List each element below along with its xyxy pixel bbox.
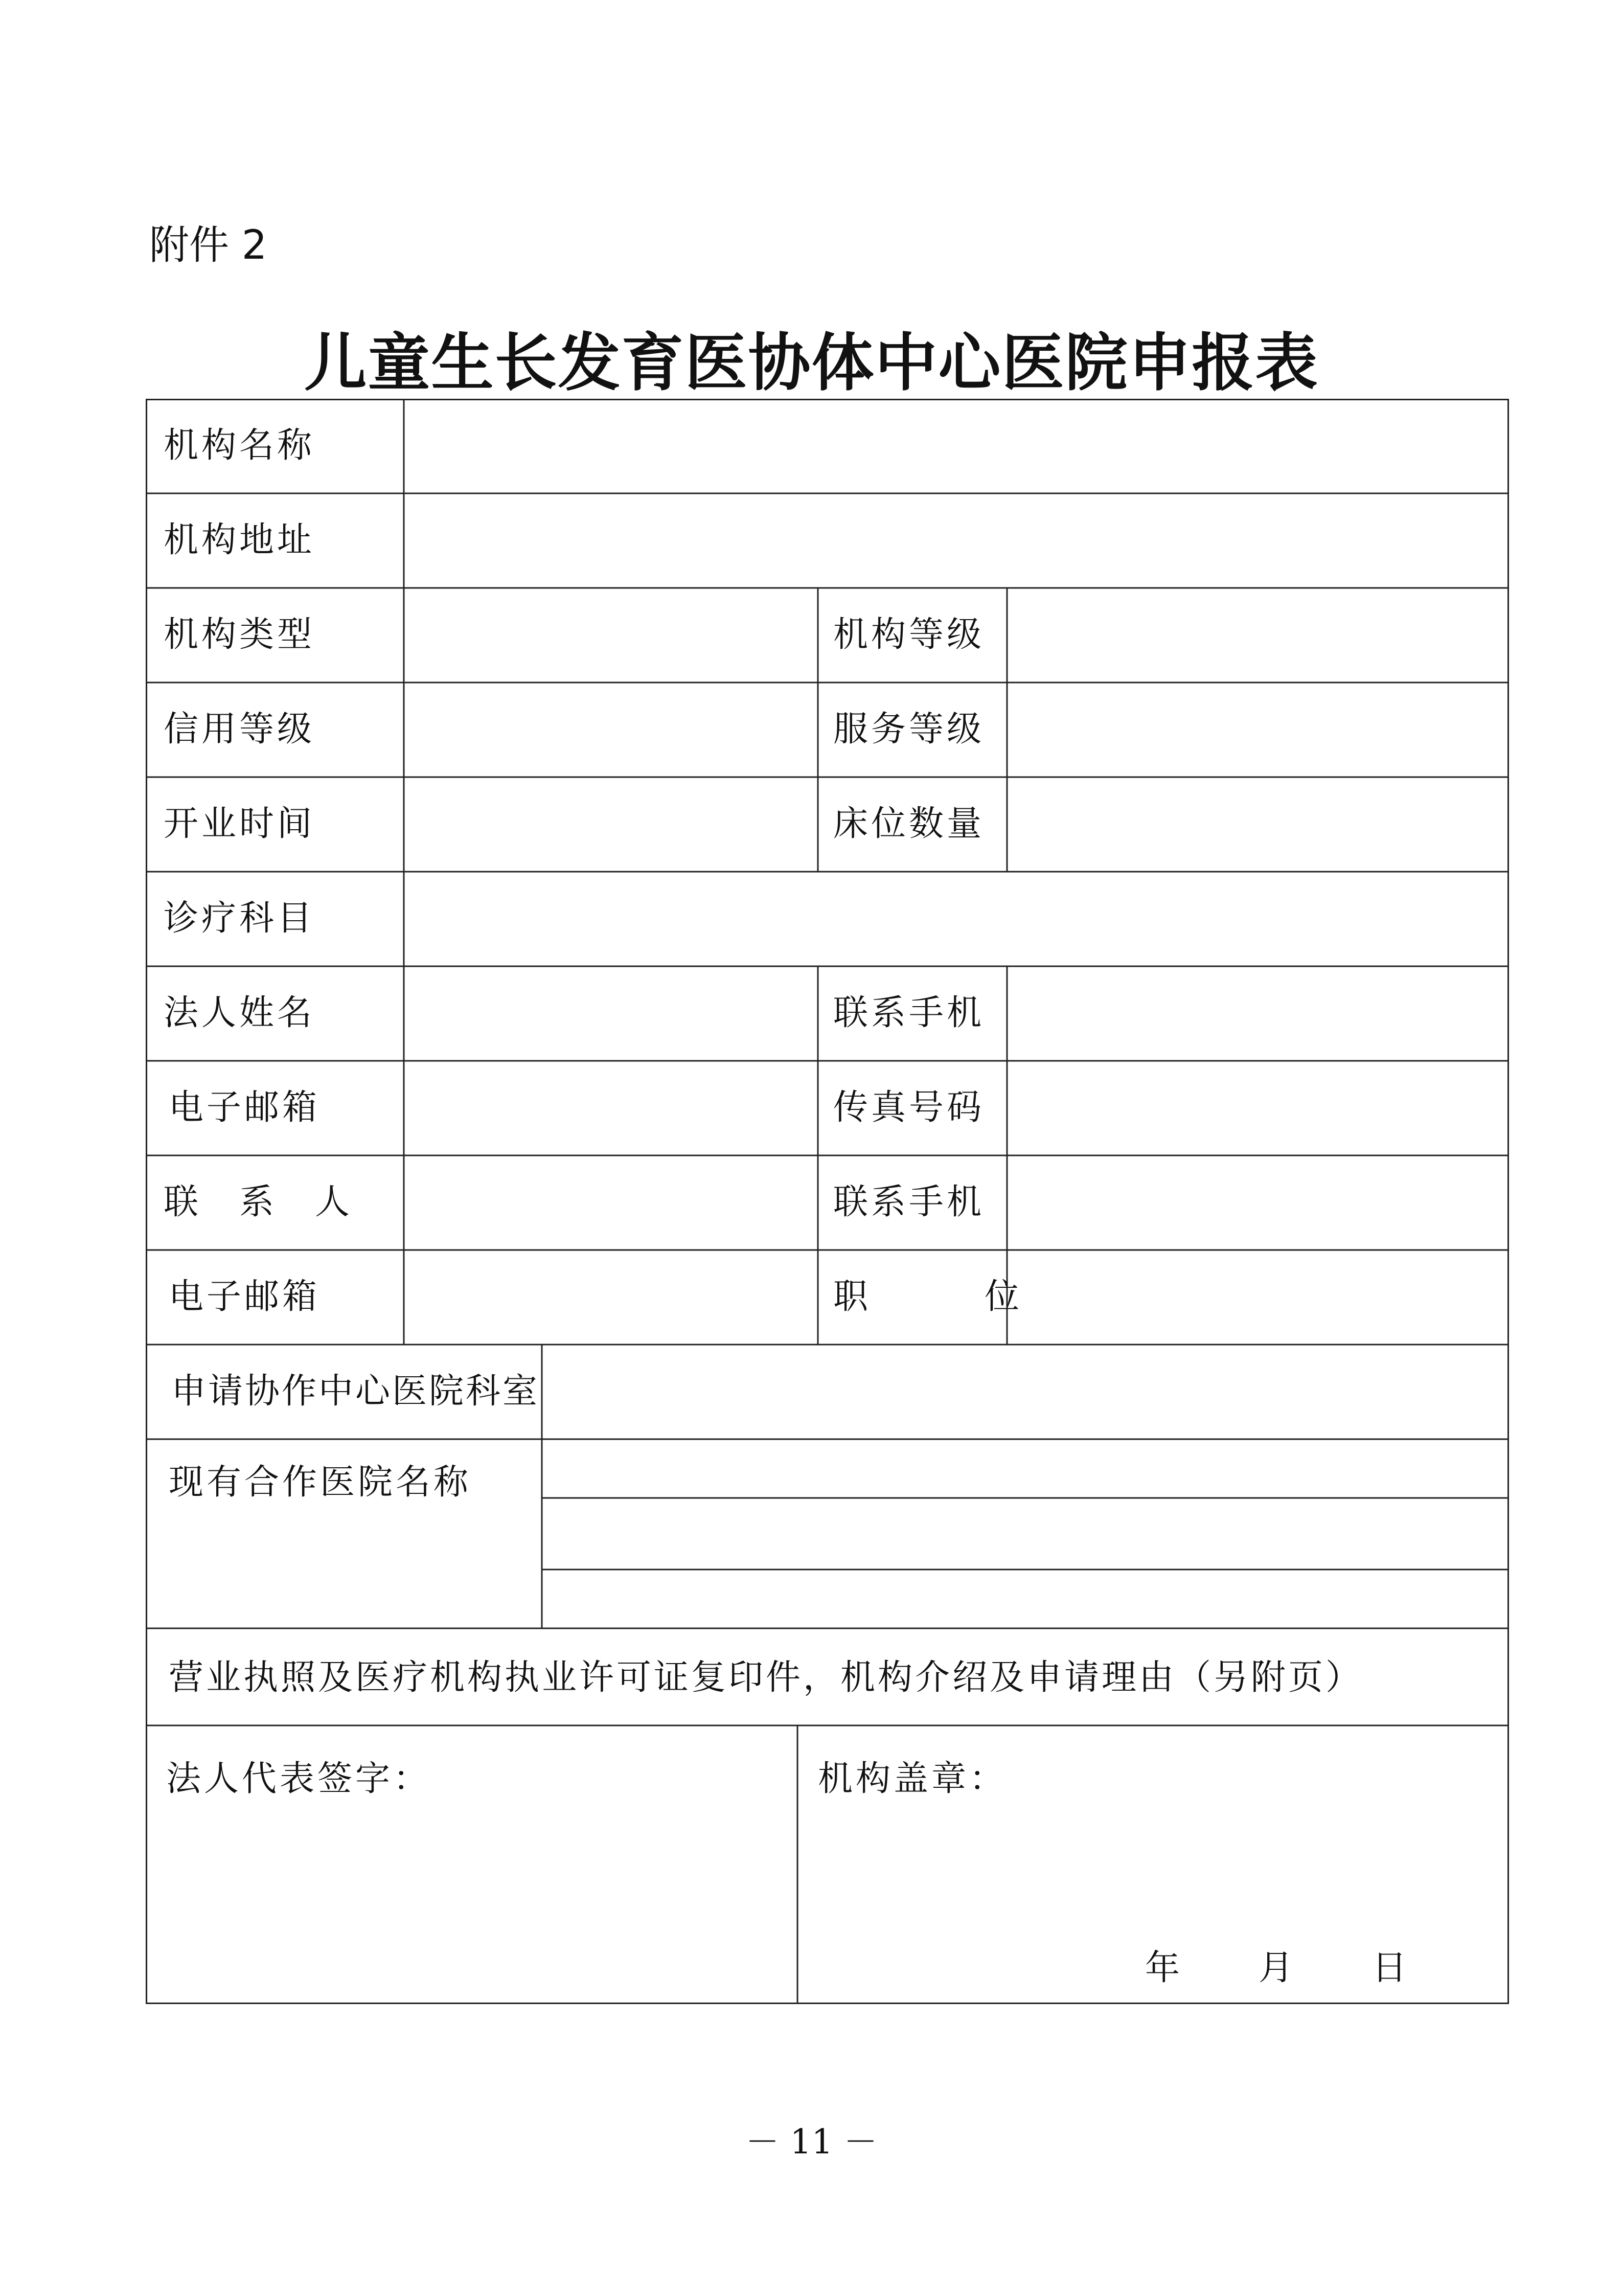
position-label: 职 位 <box>833 1277 1023 1317</box>
legal-phone-label: 联系手机 <box>833 993 985 1033</box>
credit-level-field[interactable] <box>406 685 815 775</box>
legal-name-field[interactable] <box>406 969 815 1058</box>
form-title: 儿童生长发育医协体中心医院申报表 <box>304 327 1319 399</box>
contact-field[interactable] <box>406 1158 815 1247</box>
legal-email-field[interactable] <box>406 1063 815 1153</box>
org-level-label: 机构等级 <box>833 615 985 655</box>
departments-field[interactable] <box>406 874 1505 964</box>
contact-email-field[interactable] <box>406 1253 815 1342</box>
attachments-note: 营业执照及医疗机构执业许可证复印件，机构介绍及申请理由（另附页） <box>169 1657 1363 1698</box>
org-address-field[interactable] <box>406 496 1505 585</box>
partner-hospital-field-3[interactable] <box>544 1572 1505 1626</box>
contact-label: 联 系 人 <box>164 1182 353 1222</box>
legal-email-label: 电子邮箱 <box>169 1087 321 1128</box>
attachment-label: 附件 2 <box>149 222 267 268</box>
opening-time-label: 开业时间 <box>164 804 315 844</box>
org-level-field[interactable] <box>1010 590 1505 680</box>
apply-department-field[interactable] <box>544 1347 1505 1437</box>
org-type-field[interactable] <box>406 590 815 680</box>
partner-hospital-field-2[interactable] <box>544 1501 1505 1567</box>
contact-phone-field[interactable] <box>1010 1158 1505 1247</box>
position-field[interactable] <box>1010 1253 1505 1342</box>
legal-name-label: 法人姓名 <box>164 993 315 1033</box>
legal-phone-field[interactable] <box>1010 969 1505 1058</box>
contact-email-label: 电子邮箱 <box>169 1277 321 1317</box>
bed-count-label: 床位数量 <box>833 804 985 844</box>
opening-time-field[interactable] <box>406 780 815 869</box>
legal-signature-area[interactable] <box>148 1728 795 2002</box>
org-address-label: 机构地址 <box>164 520 315 560</box>
fax-field[interactable] <box>1010 1063 1505 1153</box>
application-form <box>146 399 1509 2004</box>
credit-level-label: 信用等级 <box>164 709 315 749</box>
apply-department-label: 申请协作中心医院科室 <box>171 1371 540 1412</box>
contact-phone-label: 联系手机 <box>833 1182 985 1222</box>
org-name-label: 机构名称 <box>164 425 315 466</box>
bed-count-field[interactable] <box>1010 780 1505 869</box>
partner-hospitals-label: 现有合作医院名称 <box>169 1462 472 1503</box>
page-number: － 11 － <box>745 2122 878 2162</box>
fax-label: 传真号码 <box>833 1087 985 1128</box>
date-label: 年 月 日 <box>1145 1948 1410 1988</box>
org-seal-label: 机构盖章： <box>818 1759 1008 1799</box>
service-level-field[interactable] <box>1010 685 1505 775</box>
legal-signature-label: 法人代表签字： <box>166 1759 431 1799</box>
service-level-label: 服务等级 <box>833 709 985 749</box>
departments-label: 诊疗科目 <box>164 898 315 939</box>
org-type-label: 机构类型 <box>164 615 315 655</box>
org-name-field[interactable] <box>406 401 1505 491</box>
partner-hospital-field-1[interactable] <box>544 1442 1505 1495</box>
